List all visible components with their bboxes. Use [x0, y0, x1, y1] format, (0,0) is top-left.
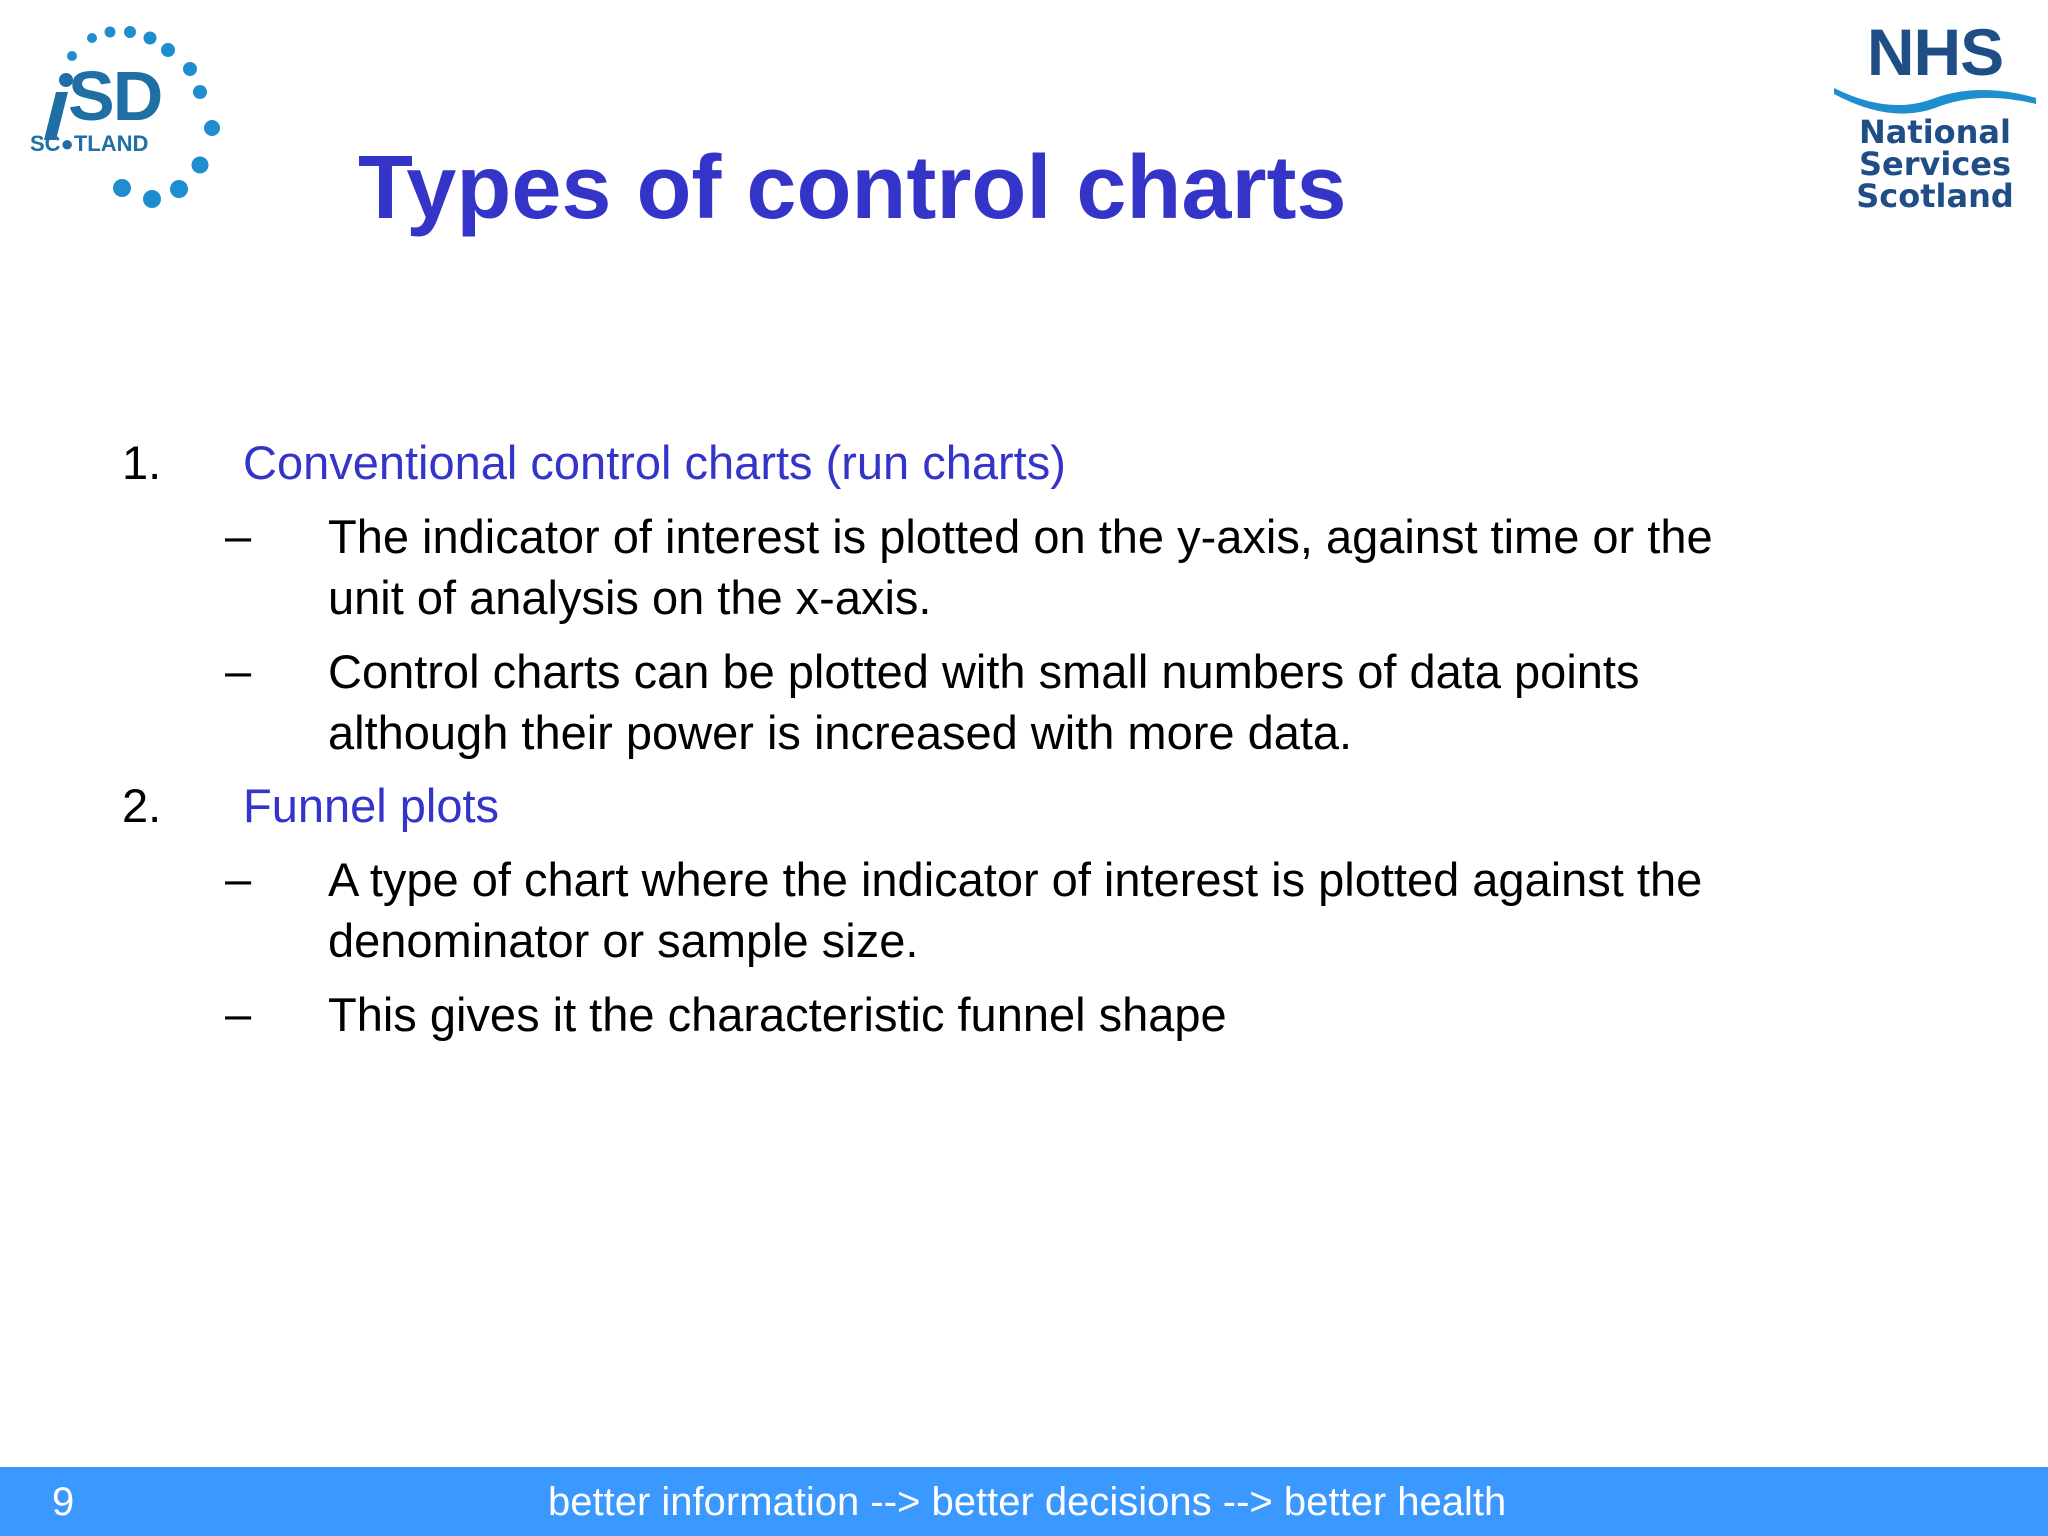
list-number-2: 2. [122, 779, 162, 832]
list-item-text: A type of chart where the indicator of interest is plotted against the [328, 853, 1703, 906]
page-number: 9 [52, 1480, 75, 1524]
list-dash: – [225, 644, 252, 697]
isd-logo-subtext: SC●TLAND [30, 131, 149, 156]
list-heading-1: Conventional control charts (run charts) [243, 436, 1066, 489]
list-item-text: although their power is increased with more data. [328, 706, 1353, 759]
footer-bar [0, 1467, 2048, 1536]
list-item-text: This gives it the characteristic funnel shape [328, 988, 1227, 1041]
list-item-text: Control charts can be plotted with small numbers of data points [328, 645, 1640, 698]
page-title: Types of control charts [358, 138, 1347, 238]
list-item-text: unit of analysis on the x-axis. [328, 571, 932, 624]
nhs-logo-line-2: Services [1858, 145, 2012, 183]
list-number-1: 1. [122, 436, 162, 489]
list-heading-2: Funnel plots [243, 779, 500, 832]
nhs-logo-line-1: National [1859, 113, 2011, 151]
list-item-text: The indicator of interest is plotted on the y-axis, against time or the [328, 510, 1713, 563]
list-dash: – [225, 987, 252, 1040]
nhs-logo-line-3: Scotland [1856, 177, 2014, 215]
nhs-logo-name: NHS [1866, 15, 2004, 89]
list-dash: – [225, 509, 252, 562]
list-item-text: denominator or sample size. [328, 914, 919, 967]
list-dash: – [225, 852, 252, 905]
footer-tagline: better information --> better decisions --> better health [548, 1480, 1507, 1524]
isd-scotland-logo [22, 22, 232, 212]
isd-logo-text: SD [68, 57, 162, 135]
nhs-logo [1830, 16, 2040, 216]
